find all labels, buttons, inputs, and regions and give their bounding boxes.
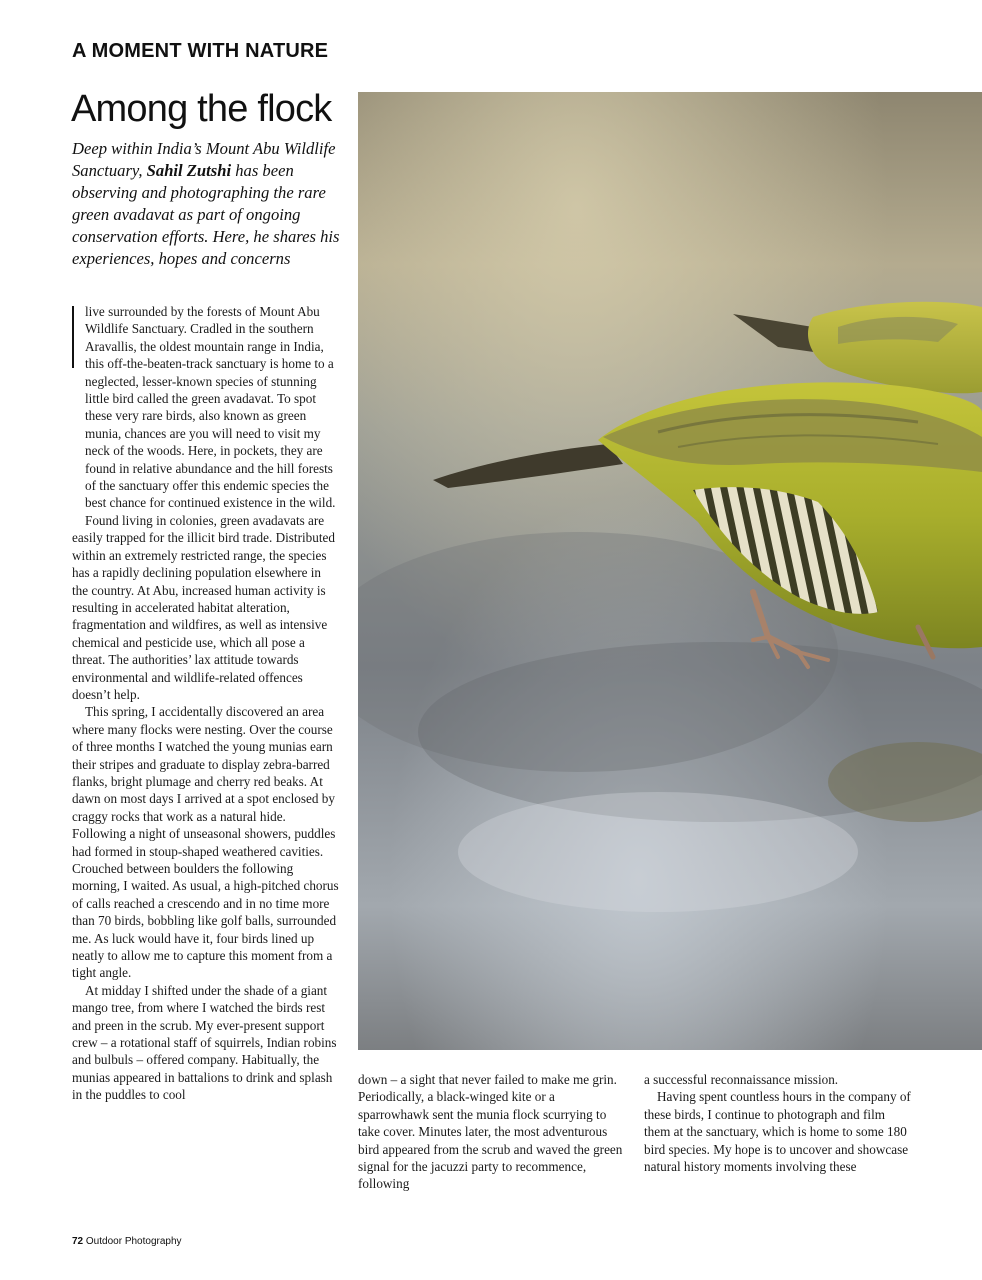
bird-photo — [358, 92, 982, 1050]
body-paragraph: This spring, I accidentally discovered an area where many flocks were nesting. Over the course of three months I watched the young munias earn their stripes and graduate to display zebra-barred flanks, bright plumage and cherry red beaks. At dawn on most days I arrived at a spot enclosed by craggy rocks that work as a natural hide. Following a night of unseasonal showers, puddles had formed in stoup-shaped weathered cavities. Crouched between boulders the following morning, I waited. As usual, a high-pitched chorus of calls reached a crescendo and in no time more than 70 birds, bobbling like golf balls, surrounded me. As luck would have it, four birds lined up neatly to allow me to capture this moment from a tight angle. — [72, 704, 339, 981]
body-paragraph: Having spent countless hours in the company of these birds, I continue to photograph and film them at the sanctuary, which is home to some 180 bird species. My hope is to uncover and showcase natural history moments involving these — [644, 1089, 911, 1175]
body-paragraph: Found living in colonies, green avadavats are easily trapped for the illicit bird trade. Distributed within an extremely restricted range, the species has a rapidly declining population elsewhere in the country. At Abu, increased human activity is resulting in accelerated habitat alteration, fragmentation and wildfires, as well as intensive chemical and pesticide use, which all pose a threat. The authorities’ lax attitude towards environmental and wildlife-related offences doesn’t help. — [72, 512, 335, 702]
body-paragraph: live surrounded by the forests of Mount Abu Wildlife Sanctuary. Cradled in the southern Aravallis, the oldest mountain range in India, this off-the-beaten-track sanctuary is home to a neglected, lesser-known species of stunning little bird called the green avadavat. To spot these very rare birds, also known as green munia, chances are you will need to visit my neck of the woods. Here, in pockets, they are found in relative abundance and the hill forests of the sanctuary offer this endemic species the best chance for continued existence in the wild. — [85, 304, 336, 511]
body-paragraph: down – a sight that never failed to make me grin. Periodically, a black-winged kite or a sparrowhawk sent the munia flock scurrying to take cover. Minutes later, the most adventurous bird appeared from the scrub and waved the green signal for the jacuzzi party to recommence, following — [358, 1072, 623, 1192]
magazine-name: Outdoor Photography — [85, 1236, 182, 1247]
author-name: Sahil Zutshi — [146, 161, 232, 180]
standfirst-intro: Deep within India’s Mount Abu Wildlife Sanctuary, — [72, 139, 336, 180]
headline: Among the flock — [71, 88, 332, 130]
page-folio — [72, 1236, 182, 1247]
page-number: 72 — [72, 1236, 84, 1247]
body-column-3 — [644, 1071, 912, 1175]
body-paragraph: At midday I shifted under the shade of a giant mango tree, from where I watched the birds rest and preen in the scrub. My ever-present support crew – a rotational staff of squirrels, Indian robins and bulbuls – offered company. Habitually, the munias appeared in battalions to drink and splash in the puddles to cool — [72, 982, 337, 1103]
section-label: A MOMENT WITH NATURE — [72, 40, 329, 62]
body-paragraph: a successful reconnaissance mission. — [644, 1072, 839, 1087]
standfirst — [72, 138, 348, 270]
green-avadavat-illustration — [358, 92, 982, 1050]
standfirst-rest: has been observing and photographing the rare green avadavat as part of ongoing conservation efforts. Here, he shares his experiences, hopes and concerns — [72, 161, 340, 268]
body-column-1 — [72, 303, 340, 1104]
body-column-2 — [358, 1071, 626, 1193]
